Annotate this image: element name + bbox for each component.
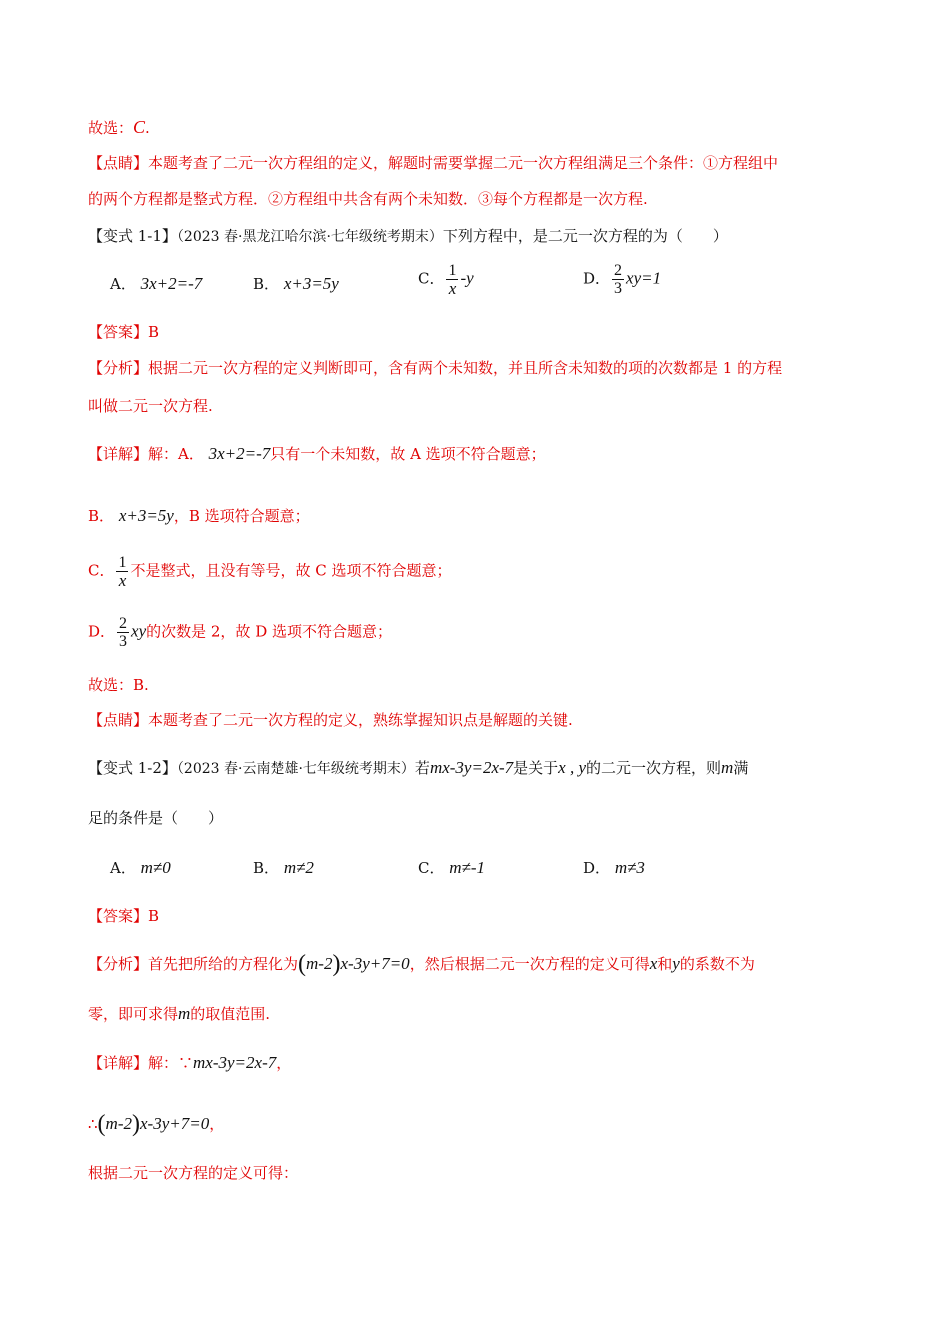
last-line-text: 根据二元一次方程的定义可得： — [88, 1164, 299, 1182]
xiangjie-line-2 — [88, 1113, 224, 1135]
question-text: 下列方程中，是二元一次方程的为（ ） — [442, 227, 728, 245]
option-b — [253, 857, 314, 879]
fenxi-text-2: 叫做二元一次方程. — [88, 397, 213, 415]
answer-line — [88, 905, 159, 927]
guxuan-end: . — [145, 119, 150, 137]
option-b — [253, 273, 339, 295]
stem-mid: 是关于 — [513, 759, 559, 777]
fenxi-line-2 — [88, 1003, 270, 1025]
fraction-denominator: 3 — [119, 633, 128, 650]
xiangjie-line-3 — [88, 1162, 298, 1184]
comma: ， — [276, 1054, 292, 1072]
fraction-denominator: 3 — [614, 280, 623, 297]
stem-pre: 若 — [414, 759, 430, 777]
paren-inner: m-2 — [306, 954, 333, 973]
fenxi-line2-pre: 零，即可求得 — [88, 1005, 179, 1023]
option-expression: m≠-1 — [449, 858, 486, 877]
xiangjie-line-1 — [88, 1052, 291, 1074]
fenxi-line-1 — [88, 953, 755, 975]
fraction-numerator: 2 — [119, 615, 128, 632]
paren-inner: m-2 — [105, 1114, 132, 1133]
option-letter: D． — [583, 269, 611, 288]
answer-choice-line — [88, 116, 150, 139]
fraction — [612, 262, 624, 297]
fraction-numerator: 2 — [614, 262, 623, 279]
equation: mx-3y=2x-7 — [193, 1053, 277, 1072]
dianjing-text-2: 的两个方程都是整式方程．②方程组中共含有两个未知数．③每个方程都是一次方程. — [88, 190, 648, 208]
xiangjie-line-d — [88, 615, 392, 650]
xiangjie-line-a — [88, 443, 546, 465]
equation: 3x+2=-7 — [208, 444, 271, 463]
paren-expression: (m-2) — [298, 951, 341, 977]
stem-mid2: 的二元一次方程，则 — [586, 759, 722, 777]
option-expression: x+3=5y — [283, 274, 339, 293]
option-expression: 3x+2=-7 — [140, 274, 203, 293]
dianjing-line — [88, 709, 573, 731]
dianjing-label: 【点睛】 — [88, 154, 149, 172]
question-source: （2023 春·黑龙江哈尔滨·七年级统考期末） — [176, 229, 443, 245]
answer-line — [88, 321, 159, 343]
fenxi-end: 的系数不为 — [679, 955, 755, 973]
dianjing-line-2 — [88, 188, 648, 210]
variable-m: m — [721, 758, 734, 777]
fenxi-line2-end: 的取值范围. — [190, 1005, 271, 1023]
option-a — [110, 273, 202, 295]
answer-value: B — [148, 907, 160, 925]
option-expression: m≠3 — [614, 858, 645, 877]
explanation: 不是整式，且没有等号，故 C 选项不符合题意； — [130, 561, 452, 580]
xiangjie-line-c — [88, 554, 452, 589]
dianjing-line-1 — [88, 152, 778, 174]
answer-label: 【答案】 — [88, 323, 149, 341]
option-letter: B． — [253, 275, 280, 293]
fenxi-pre: 首先把所给的方程化为 — [148, 955, 299, 973]
fraction — [117, 615, 129, 650]
stem-end: 满 — [733, 759, 749, 777]
variable-x: x — [649, 954, 658, 973]
equation: x+3=5y — [118, 506, 174, 525]
equation-tail: x-3y+7=0 — [140, 1114, 210, 1133]
option-c — [418, 857, 485, 879]
xiangjie-label: 【详解】 — [88, 445, 149, 463]
fenxi-mid: ，然后根据二元一次方程的定义可得 — [409, 955, 650, 973]
question-2-stem-line-2 — [88, 807, 223, 829]
explanation: 只有一个未知数，故 A 选项不符合题意； — [270, 445, 546, 463]
xiangjie-prefix: 解：A． — [148, 445, 204, 463]
xiangjie-line-b — [88, 505, 310, 527]
dianjing-label: 【点睛】 — [88, 711, 149, 729]
guxuan-label: 故选： — [88, 119, 134, 137]
therefore-symbol: ∴ — [88, 1115, 98, 1133]
option-expression: m≠0 — [140, 858, 171, 877]
dianjing-text: 本题考查了二元一次方程组的定义，解题时需要掌握二元一次方程组满足三个条件：①方程组中 — [148, 154, 779, 172]
question-label: 【变式 1-1】 — [88, 227, 177, 245]
answer-value: B — [148, 323, 160, 341]
fraction-denominator: x — [118, 571, 127, 590]
equation-tail: x-3y+7=0 — [340, 954, 410, 973]
fraction-numerator: 1 — [448, 262, 457, 279]
explanation: ，B 选项符合题意； — [173, 507, 310, 525]
expression: xy — [131, 621, 147, 641]
fenxi-line-1 — [88, 357, 782, 379]
option-letter: C． — [418, 859, 445, 877]
question-1-stem — [88, 225, 728, 248]
option-letter: B． — [253, 859, 280, 877]
option-expression: xy=1 — [626, 268, 662, 288]
option-expression: m≠2 — [283, 858, 314, 877]
option-letter: C． — [418, 269, 445, 288]
option-letter: D． — [583, 859, 611, 877]
question-2-stem — [88, 757, 748, 780]
answer-label: 【答案】 — [88, 907, 149, 925]
equation: mx-3y=2x-7 — [429, 758, 514, 777]
fenxi-label: 【分析】 — [88, 359, 149, 377]
xiangjie-pre: 解：∵ — [148, 1054, 194, 1072]
guxuan-text: 故选：B. — [88, 676, 149, 694]
fenxi-label: 【分析】 — [88, 955, 149, 973]
variable-y: y — [672, 954, 680, 973]
fenxi-and: 和 — [657, 955, 673, 973]
guxuan-line — [88, 674, 149, 696]
fraction — [446, 262, 458, 297]
fenxi-text: 根据二元一次方程的定义判断即可，含有两个未知数，并且所含未知数的项的次数都是 1 的方程 — [148, 359, 783, 377]
option-a — [110, 857, 171, 879]
paren-expression: (m-2) — [97, 1111, 140, 1137]
dianjing-text: 本题考查了二元一次方程的定义，熟练掌握知识点是解题的关键. — [148, 711, 573, 729]
fraction-numerator: 1 — [118, 554, 127, 571]
variable-m: m — [178, 1004, 191, 1023]
item-prefix: B． — [88, 507, 115, 525]
guxuan-value: C — [133, 117, 146, 137]
fraction-denominator: x — [448, 279, 457, 298]
xiangjie-label: 【详解】 — [88, 1054, 149, 1072]
option-letter: A． — [110, 859, 136, 877]
option-letter: A． — [110, 275, 136, 293]
option-expression: -y — [460, 268, 474, 288]
stem-line-2: 足的条件是（ ） — [88, 809, 224, 827]
explanation: 的次数是 2，故 D 选项不符合题意； — [146, 622, 393, 641]
option-d — [583, 857, 645, 879]
fenxi-line-2 — [88, 395, 213, 417]
fraction — [116, 554, 128, 589]
option-c — [418, 262, 474, 297]
variables: x , y — [558, 758, 587, 777]
question-source: （2023 春·云南楚雄·七年级统考期末） — [176, 761, 415, 777]
question-label: 【变式 1-2】 — [88, 759, 177, 777]
item-prefix: C． — [88, 561, 115, 580]
option-d — [583, 262, 661, 297]
item-prefix: D． — [88, 622, 116, 641]
comma: ， — [209, 1115, 225, 1133]
